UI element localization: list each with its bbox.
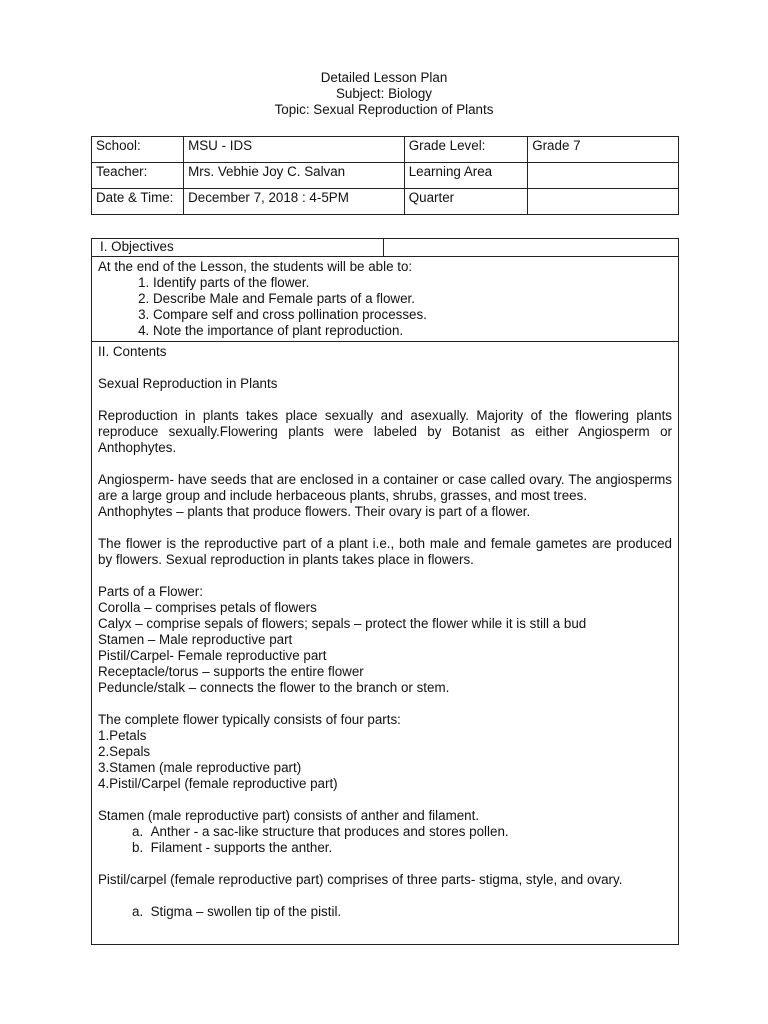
- contents-section: [92, 342, 678, 920]
- info-row-teacher: [92, 163, 679, 189]
- document-title: Detailed Lesson Plan: [320, 70, 448, 85]
- objectives-intro: At the end of the Lesson, the students will be able to:: [98, 259, 413, 274]
- list-item: Receptacle/torus – supports the entire flower: [98, 664, 364, 679]
- quarter-value: [528, 189, 679, 215]
- date-label: Date & Time:: [92, 189, 184, 215]
- objectives-empty-cell: [384, 239, 678, 256]
- objectives-heading: I. Objectives: [92, 239, 384, 256]
- teacher-label: Teacher:: [92, 163, 184, 189]
- list-item: 1. Identify parts of the flower.: [153, 275, 672, 291]
- info-row-date: [92, 189, 679, 215]
- paragraph: Reproduction in plants takes place sexually and asexually. Majority of the flowering plants reproduce sexually.Flowering plants were labeled by Botanist as either Angiosperm or Anthophytes.: [98, 408, 672, 455]
- list-item: 1.Petals: [98, 728, 147, 743]
- list-item: Stamen – Male reproductive part: [98, 632, 293, 647]
- contents-heading: II. Contents: [98, 344, 167, 359]
- school-value: MSU - IDS: [184, 137, 405, 163]
- info-row-school: [92, 137, 679, 163]
- list-item: 3.Stamen (male reproductive part): [98, 760, 302, 775]
- list-item: 3. Compare self and cross pollination processes.: [153, 307, 672, 323]
- list-item: Peduncle/stalk – connects the flower to the branch or stem.: [98, 680, 450, 695]
- list-item: b. Filament - supports the anther.: [132, 840, 333, 855]
- info-table: [91, 136, 679, 215]
- parts-heading: Parts of a Flower:: [98, 584, 203, 599]
- list-item: Calyx – comprise sepals of flowers; sepals – protect the flower while it is still a bud: [98, 616, 587, 631]
- list-item: Corolla – comprises petals of flowers: [98, 600, 317, 615]
- learning-area-label: Learning Area: [404, 163, 527, 189]
- pistil-heading: Pistil/carpel (female reproductive part) comprises of three parts- stigma, style, and ovary.: [98, 872, 623, 887]
- quarter-label: Quarter: [404, 189, 527, 215]
- stamen-heading: Stamen (male reproductive part) consists of anther and filament.: [98, 808, 480, 823]
- list-item: a. Stigma – swollen tip of the pistil.: [132, 904, 342, 919]
- list-item: a. Anther - a sac-like structure that produces and stores pollen.: [132, 824, 509, 839]
- objectives-list: [98, 275, 672, 339]
- school-label: School:: [92, 137, 184, 163]
- list-item: Pistil/Carpel- Female reproductive part: [98, 648, 327, 663]
- objectives-body: [92, 257, 678, 342]
- section-title: Sexual Reproduction in Plants: [98, 376, 278, 391]
- date-value: December 7, 2018 : 4-5PM: [184, 189, 405, 215]
- paragraph: The flower is the reproductive part of a plant i.e., both male and female gametes are produced by flowers. Sexual reproduction in plants takes place in flowers.: [98, 536, 672, 567]
- subject-line: Subject: Biology: [335, 86, 433, 101]
- list-item: 4.Pistil/Carpel (female reproductive part): [98, 776, 338, 791]
- paragraph: Anthophytes – plants that produce flowers. Their ovary is part of a flower.: [98, 504, 531, 519]
- teacher-value: Mrs. Vebhie Joy C. Salvan: [184, 163, 405, 189]
- list-item: 4. Note the importance of plant reproduction.: [153, 323, 672, 339]
- learning-area-value: [528, 163, 679, 189]
- list-item: 2. Describe Male and Female parts of a flower.: [153, 291, 672, 307]
- grade-label: Grade Level:: [404, 137, 527, 163]
- objectives-header-row: [92, 239, 678, 257]
- complete-heading: The complete flower typically consists of four parts:: [98, 712, 401, 727]
- list-item: 2.Sepals: [98, 744, 151, 759]
- lesson-plan-box: [91, 238, 679, 945]
- topic-line: Topic: Sexual Reproduction of Plants: [274, 102, 494, 117]
- grade-value: Grade 7: [528, 137, 679, 163]
- document-header: [0, 70, 768, 118]
- paragraph: Angiosperm- have seeds that are enclosed in a container or case called ovary. The angiosperms are a large group and include herbaceous plants, shrubs, grasses, and most trees.: [98, 472, 672, 503]
